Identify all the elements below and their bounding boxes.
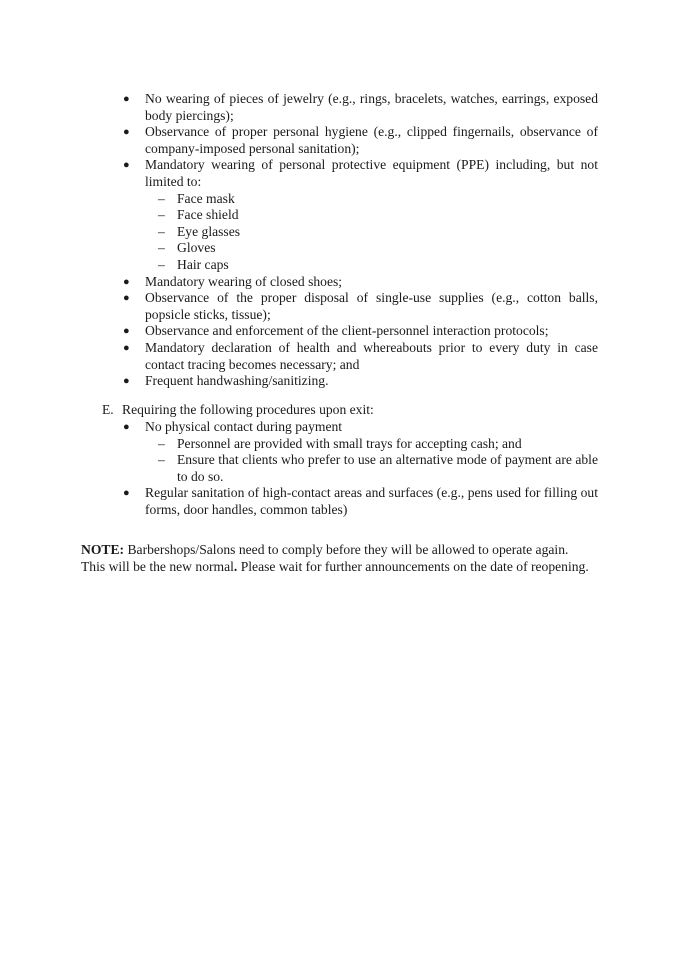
sub-list-item-text: Gloves [177, 240, 216, 256]
sub-list-item [145, 240, 598, 257]
section-e-header [0, 402, 679, 419]
section-d [0, 91, 679, 390]
ppe-sublist [145, 191, 598, 274]
dash-icon: – [158, 190, 165, 206]
sub-list-item-text: Hair caps [177, 256, 229, 272]
list-item [0, 124, 679, 157]
list-item [0, 91, 679, 124]
dash-icon: – [158, 435, 165, 451]
section-e [0, 402, 679, 519]
list-item-text: Mandatory declaration of health and whereabouts prior to every duty in case contact tracing becomes necessary; and [145, 339, 598, 372]
sub-list-item [145, 452, 598, 485]
list-item [0, 340, 679, 373]
dash-icon: – [158, 240, 165, 256]
bullet-icon: ● [123, 325, 130, 338]
section-d-list [0, 91, 679, 390]
bullet-icon: ● [123, 375, 130, 388]
sub-list-item [145, 191, 598, 208]
sub-list-item [145, 436, 598, 453]
note-period: . [233, 558, 238, 574]
list-item-text: Mandatory wearing of closed shoes; [145, 273, 343, 289]
bullet-icon: ● [123, 126, 130, 139]
sub-list-item-text: Personnel are provided with small trays for accepting cash; and [177, 435, 522, 451]
sub-list-item [145, 207, 598, 224]
list-item-text: No wearing of pieces of jewelry (e.g., rings, bracelets, watches, earrings, exposed body piercings); [145, 91, 598, 123]
sub-list-item-text: Ensure that clients who prefer to use an alternative mode of payment are able to do so. [177, 452, 598, 484]
sub-list-item-text: Face shield [177, 207, 239, 223]
note-label: NOTE: [81, 542, 125, 557]
payment-sublist [145, 436, 598, 486]
bullet-icon: ● [123, 292, 130, 305]
section-heading: Requiring the following procedures upon exit: [122, 402, 374, 417]
bullet-icon: ● [123, 341, 130, 354]
list-item [0, 157, 679, 273]
bullet-icon: ● [123, 421, 130, 433]
list-item-text: Observance of proper personal hygiene (e.g., clipped fingernails, observance of company-imposed personal sanitation); [145, 124, 598, 156]
dash-icon: – [158, 223, 165, 239]
note-block [0, 542, 679, 575]
note-text-2a: This will be the new normal [81, 558, 234, 574]
list-item [0, 323, 679, 340]
sub-list-item [145, 224, 598, 241]
note-text-1: Barbershops/Salons need to comply before they will be allowed to operate again. [127, 542, 569, 557]
sub-list-item [145, 257, 598, 274]
list-item [0, 485, 679, 518]
note-line-2 [0, 559, 679, 576]
dash-icon: – [158, 207, 165, 223]
dash-icon: – [158, 256, 165, 272]
bullet-icon: ● [123, 275, 130, 288]
bullet-icon: ● [123, 93, 130, 105]
list-item [0, 373, 679, 390]
note-line-1 [0, 542, 679, 559]
section-letter: E. [102, 402, 114, 417]
note-text-2c: Please wait for further announcements on the date of reopening. [240, 558, 589, 574]
list-item-text: Regular sanitation of high-contact areas and surfaces (e.g., pens used for filling out forms, door handles, common tables) [145, 485, 598, 517]
sub-list-item-text: Eye glasses [177, 223, 241, 239]
list-item-text: Mandatory wearing of personal protective equipment (PPE) including, but not limited to: [145, 157, 598, 189]
bullet-icon: ● [123, 487, 130, 500]
sub-list-item-text: Face mask [177, 190, 235, 206]
list-item [0, 419, 679, 485]
list-item-text: Frequent handwashing/sanitizing. [145, 373, 329, 389]
bullet-icon: ● [123, 159, 130, 172]
list-item [0, 274, 679, 291]
list-item [0, 290, 679, 323]
list-item-text: No physical contact during payment [145, 419, 343, 434]
list-item-text: Observance and enforcement of the client-personnel interaction protocols; [145, 323, 549, 339]
section-e-list [0, 419, 679, 519]
dash-icon: – [158, 452, 165, 468]
list-item-text: Observance of the proper disposal of single-use supplies (e.g., cotton balls, popsicle sticks, tissue); [145, 290, 598, 322]
